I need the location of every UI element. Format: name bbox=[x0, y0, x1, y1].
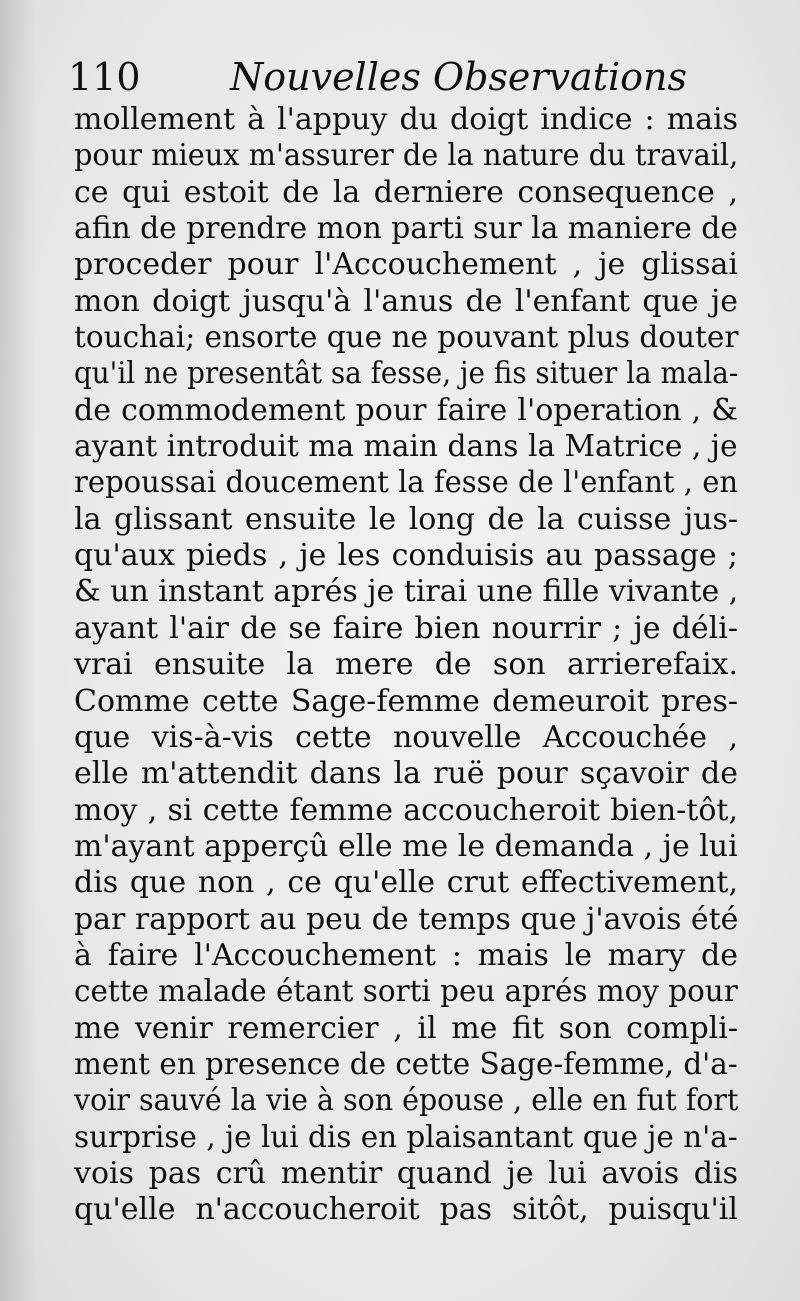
text-line: repoussai doucement la fesse de l'enfant , en bbox=[74, 465, 739, 501]
text-line: touchai; ensorte que ne pouvant plus douter bbox=[74, 320, 739, 356]
text-line: ayant introduit ma main dans la Matrice , je bbox=[74, 429, 738, 465]
text-line: ment en presence de cette Sage-femme, d'a- bbox=[74, 1046, 738, 1082]
text-line: ayant l'air de se faire bien nourrir ; je déli- bbox=[74, 610, 738, 646]
text-line: moy , si cette femme accoucheroit bien-tôt, bbox=[74, 792, 738, 828]
text-line: surprise , je lui dis en plaisantant que je n'a- bbox=[74, 1119, 738, 1155]
text-line: Comme cette Sage-femme demeuroit pres- bbox=[74, 683, 738, 719]
text-line: & un instant aprés je tirai une fille vivante , bbox=[74, 574, 739, 610]
gutter-shadow bbox=[0, 0, 36, 1301]
text-line: pour mieux m'assurer de la nature du travail, bbox=[74, 138, 739, 174]
text-line: qu'elle n'accoucheroit pas sitôt, puisqu'il bbox=[74, 1192, 738, 1228]
text-line: qu'aux pieds , je les conduisis au passage ; bbox=[74, 538, 738, 574]
text-line: ce qui estoit de la derniere consequence , bbox=[74, 174, 738, 210]
text-line: mollement à l'appuy du doigt indice : mais bbox=[74, 102, 738, 137]
text-line: m'ayant apperçû elle me le demanda , je lui bbox=[74, 828, 738, 864]
text-line: par rapport au peu de temps que j'avois été bbox=[74, 901, 739, 937]
text-line: dis que non , ce qu'elle crut effectivement, bbox=[74, 865, 738, 901]
text-line: elle m'attendit dans la ruë pour sçavoir de bbox=[74, 756, 738, 792]
body-text bbox=[74, 102, 738, 1229]
text-line: de commodement pour faire l'operation , & bbox=[74, 392, 738, 428]
text-line: proceder pour l'Accouchement , je glissai bbox=[74, 247, 738, 283]
text-line: mon doigt jusqu'à l'anus de l'enfant que je bbox=[74, 283, 738, 319]
text-line: afin de prendre mon parti sur la maniere de bbox=[74, 211, 738, 247]
running-title: Nouvelles Observations bbox=[230, 55, 687, 99]
text-line: vrai ensuite la mere de son arrierefaix. bbox=[74, 647, 738, 683]
text-line: vois pas crû mentir quand je lui avois dis bbox=[74, 1155, 738, 1191]
page-number: 110 bbox=[68, 55, 141, 99]
text-line: cette malade étant sorti peu aprés moy pour bbox=[74, 974, 738, 1010]
text-line: que vis-à-vis cette nouvelle Accouchée , bbox=[74, 719, 738, 755]
text-line: à faire l'Accouchement : mais le mary de bbox=[74, 937, 738, 973]
text-line: qu'il ne presentât sa fesse, je fis situer la mala- bbox=[74, 356, 739, 392]
text-line: voir sauvé la vie à son épouse , elle en fut fort bbox=[74, 1083, 739, 1119]
text-line: la glissant ensuite le long de la cuisse jus- bbox=[74, 501, 738, 537]
page-header bbox=[68, 52, 768, 102]
text-line: me venir remercier , il me fit son compli- bbox=[74, 1010, 738, 1046]
